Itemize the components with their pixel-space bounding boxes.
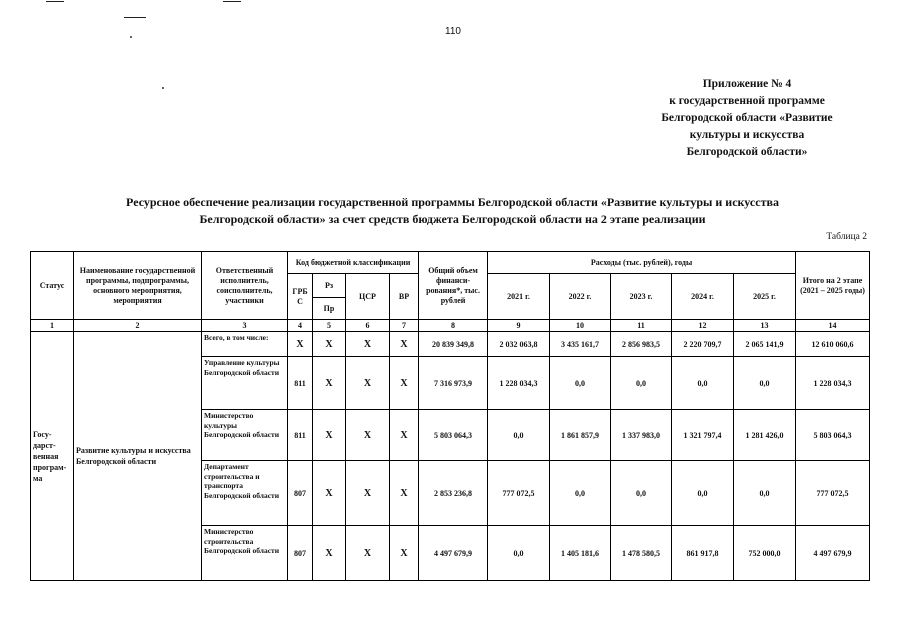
- table-row: [31, 332, 870, 357]
- csr-cell: Х: [346, 332, 390, 357]
- grbs-cell: Х: [288, 332, 313, 357]
- rz-cell: Х: [313, 357, 346, 410]
- vr-cell: Х: [390, 332, 419, 357]
- header-total: Общий объем финанси- рования*, тыс. рублей: [419, 252, 488, 320]
- executor-cell: Управление культуры Белгородской области: [202, 357, 288, 410]
- year-2021-cell: 0,0: [488, 410, 550, 461]
- page-number: 110: [445, 26, 461, 37]
- column-number: 14: [796, 320, 870, 332]
- document-title-line: Белгородской области» за счет средств бюджета Белгородской области на 2 этапе реализации: [199, 212, 706, 226]
- appendix-line: культуры и искусства: [689, 129, 805, 141]
- total-cell: 7 316 973,9: [419, 357, 488, 410]
- year-2022-cell: 0,0: [550, 357, 611, 410]
- grbs-cell: 811: [288, 410, 313, 461]
- column-number: 7: [390, 320, 419, 332]
- year-2023-cell: 1 337 983,0: [611, 410, 672, 461]
- column-number: 3: [202, 320, 288, 332]
- header-year-2025: 2025 г.: [734, 274, 796, 320]
- year-2025-cell: 0,0: [734, 357, 796, 410]
- document-title: [30, 194, 875, 228]
- scan-line-top-left: [46, 1, 64, 2]
- total-cell: 20 839 349,8: [419, 332, 488, 357]
- column-number: 13: [734, 320, 796, 332]
- scan-line-top-right: [223, 1, 241, 2]
- header-rz: Рз: [313, 274, 346, 298]
- year-2022-cell: 1 861 857,9: [550, 410, 611, 461]
- year-2021-cell: 2 032 063,8: [488, 332, 550, 357]
- year-2021-cell: 0,0: [488, 526, 550, 581]
- status-cell: Госу- дарст- венная програм- ма: [31, 332, 74, 581]
- header-itogo: Итого на 2 этапе (2021 – 2025 годы): [796, 252, 870, 320]
- executor-cell: Министерство строительства Белгородской области: [202, 526, 288, 581]
- column-number: 5: [313, 320, 346, 332]
- column-number: 9: [488, 320, 550, 332]
- header-year-2022: 2022 г.: [550, 274, 611, 320]
- year-2023-cell: 1 478 580,5: [611, 526, 672, 581]
- year-2024-cell: 861 917,8: [672, 526, 734, 581]
- grbs-cell: 811: [288, 357, 313, 410]
- year-2024-cell: 1 321 797,4: [672, 410, 734, 461]
- csr-cell: Х: [346, 526, 390, 581]
- year-2025-cell: 0,0: [734, 461, 796, 526]
- document-title-line: Ресурсное обеспечение реализации государственной программы Белгородской области «Развитие культуры и искусства: [126, 195, 779, 209]
- resource-table: [30, 251, 870, 581]
- rz-cell: Х: [313, 461, 346, 526]
- year-2023-cell: 2 856 983,5: [611, 332, 672, 357]
- total-cell: 4 497 679,9: [419, 526, 488, 581]
- column-number: 10: [550, 320, 611, 332]
- vr-cell: Х: [390, 461, 419, 526]
- vr-cell: Х: [390, 357, 419, 410]
- year-2023-cell: 0,0: [611, 357, 672, 410]
- vr-cell: Х: [390, 410, 419, 461]
- itogo-cell: 12 610 060,6: [796, 332, 870, 357]
- column-number: 6: [346, 320, 390, 332]
- itogo-cell: 777 072,5: [796, 461, 870, 526]
- scan-speck: [162, 87, 164, 89]
- csr-cell: Х: [346, 461, 390, 526]
- column-number: 4: [288, 320, 313, 332]
- executor-cell: Департамент строительства и транспорта Белгородской области: [202, 461, 288, 526]
- column-number: 12: [672, 320, 734, 332]
- csr-cell: Х: [346, 410, 390, 461]
- total-cell: 5 803 064,3: [419, 410, 488, 461]
- header-year-2021: 2021 г.: [488, 274, 550, 320]
- header-expenses: Расходы (тыс. рублей), годы: [488, 252, 796, 274]
- header-year-2024: 2024 г.: [672, 274, 734, 320]
- year-2021-cell: 777 072,5: [488, 461, 550, 526]
- header-vr: ВР: [390, 274, 419, 320]
- grbs-cell: 807: [288, 526, 313, 581]
- appendix-line: Белгородской области»: [686, 146, 808, 158]
- table-label: Таблица 2: [826, 232, 867, 242]
- year-2022-cell: 3 435 161,7: [550, 332, 611, 357]
- year-2022-cell: 0,0: [550, 461, 611, 526]
- header-year-2023: 2023 г.: [611, 274, 672, 320]
- year-2022-cell: 1 405 181,6: [550, 526, 611, 581]
- vr-cell: Х: [390, 526, 419, 581]
- column-number: 8: [419, 320, 488, 332]
- grbs-cell: 807: [288, 461, 313, 526]
- year-2023-cell: 0,0: [611, 461, 672, 526]
- executor-cell: Министерство культуры Белгородской области: [202, 410, 288, 461]
- year-2024-cell: 2 220 709,7: [672, 332, 734, 357]
- appendix-line: к государственной программе: [669, 95, 825, 107]
- rz-cell: Х: [313, 410, 346, 461]
- executor-cell: Всего, в том числе:: [202, 332, 288, 357]
- rz-cell: Х: [313, 526, 346, 581]
- header-pr: Пр: [313, 298, 346, 320]
- column-number: 2: [74, 320, 202, 332]
- year-2025-cell: 2 065 141,9: [734, 332, 796, 357]
- appendix-header: [616, 76, 878, 161]
- appendix-line: Белгородской области «Развитие: [661, 112, 833, 124]
- year-2021-cell: 1 228 034,3: [488, 357, 550, 410]
- column-number: 1: [31, 320, 74, 332]
- header-grbs: ГРБ С: [288, 274, 313, 320]
- year-2025-cell: 1 281 426,0: [734, 410, 796, 461]
- column-number: 11: [611, 320, 672, 332]
- itogo-cell: 5 803 064,3: [796, 410, 870, 461]
- header-budget-code: Код бюджетной классификации: [288, 252, 419, 274]
- itogo-cell: 4 497 679,9: [796, 526, 870, 581]
- header-executor: Ответственный исполнитель, соисполнитель, участники: [202, 252, 288, 320]
- itogo-cell: 1 228 034,3: [796, 357, 870, 410]
- year-2024-cell: 0,0: [672, 461, 734, 526]
- header-name: Наименование государственной программы, подпрограммы, основного мероприятия, мероприятия: [74, 252, 202, 320]
- rz-cell: Х: [313, 332, 346, 357]
- header-csr: ЦСР: [346, 274, 390, 320]
- year-2024-cell: 0,0: [672, 357, 734, 410]
- scan-speck: [130, 36, 132, 38]
- appendix-line: Приложение № 4: [702, 78, 792, 90]
- header-status: Статус: [31, 252, 74, 320]
- total-cell: 2 853 236,8: [419, 461, 488, 526]
- csr-cell: Х: [346, 357, 390, 410]
- program-name-cell: Развитие культуры и искусства Белгородской области: [74, 332, 202, 581]
- year-2025-cell: 752 000,0: [734, 526, 796, 581]
- scan-line-top-mid: [124, 17, 146, 18]
